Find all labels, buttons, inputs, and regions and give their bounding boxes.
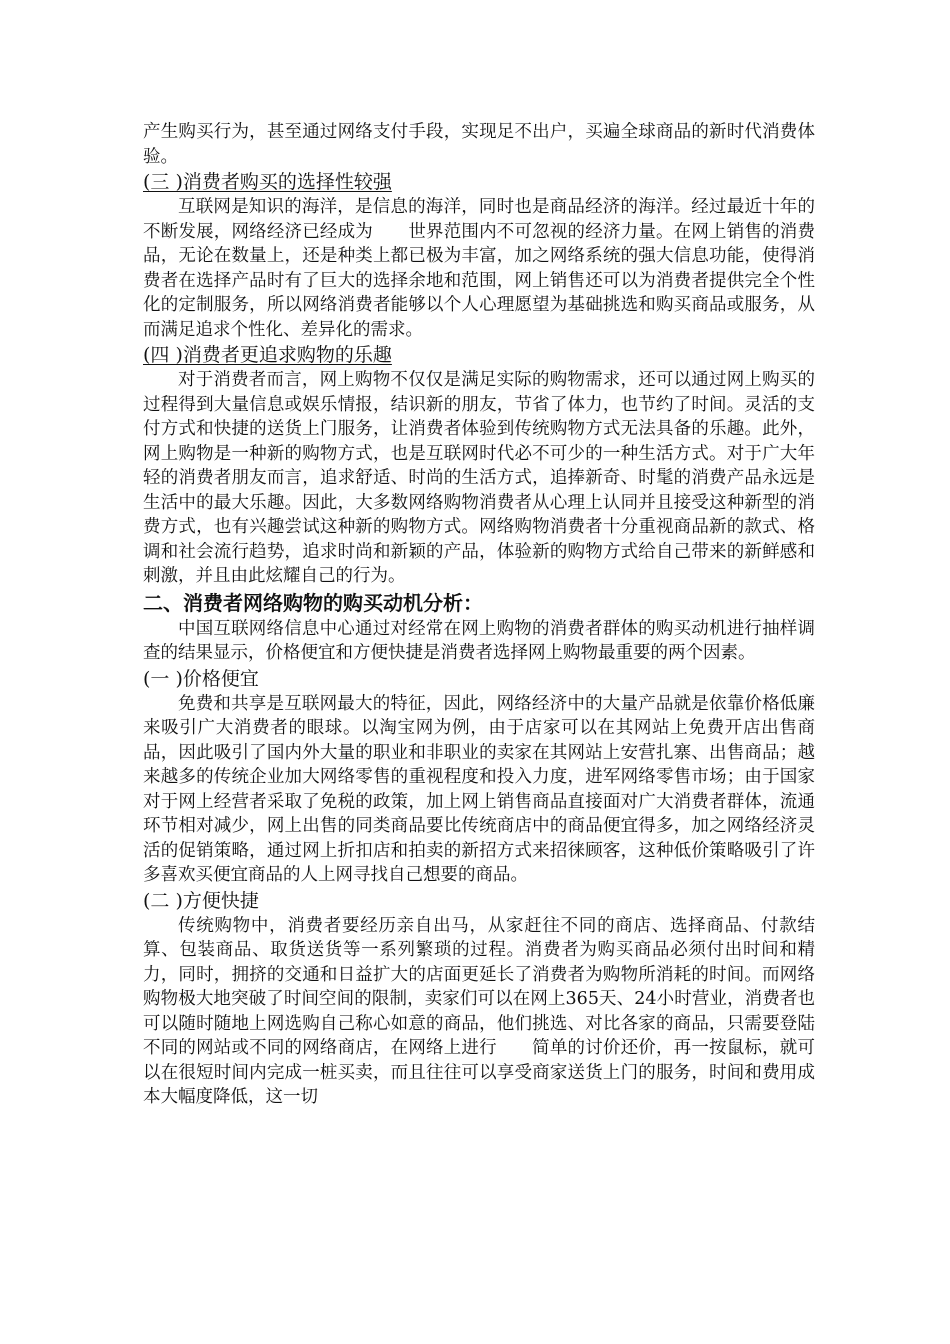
section-heading-motivation: 二、消费者网络购物的购买动机分析： [143, 590, 483, 615]
paragraph-selectivity: 互联网是知识的海洋，是信息的海洋，同时也是商品经济的海洋。经过最近十年的不断发展，网络经济已经成为 世界范围内不可忽视的经济力量。在网上销售的消费品，无论在数量上，还是种类上都已极为丰富，加之网络系统的强大信息功能，使得消费者在选择产品时有了巨大的选择余地和范围，网上销售还可以为消费者提供完全个性化的定制服务，所以网络消费者能够以个人心理愿望为基础挑选和购买商品或服务，从而满足追求个性化、差异化的需求。 [143, 197, 815, 340]
paragraph-motivation-survey: 中国互联网络信息中心通过对经常在网上购物的消费者群体的购买动机进行抽样调查的结果显示，价格便宜和方便快捷是消费者选择网上购物最重要的两个因素。 [143, 618, 815, 663]
paragraph-shopping-fun: 对于消费者而言，网上购物不仅仅是满足实际的购物需求，还可以通过网上购买的过程得到大量信息或娱乐情报，结识新的朋友，节省了体力，也节约了时间。灵活的支付方式和快捷的送货上门服务，让消费者体验到传统购物方式无法具备的乐趣。此外，网上购物是一种新的购物方式，也是互联网时代必不可少的一种生活方式。对于广大年轻的消费者朋友而言，追求舒适、时尚的生活方式，追捧新奇、时髦的消费产品永远是生活中的最大乐趣。因此，大多数网络购物消费者从心理上认同并且接受这种新型的消费方式，也有兴趣尝试这种新的购物方式。网络购物消费者十分重视商品新的款式、格调和社会流行趋势，追求时尚和新颖的产品，体验新的购物方式给自己带来的新鲜感和刺激，并且由此炫耀自己的行为。 [143, 370, 815, 586]
subheading-selectivity: (三 )消费者购买的选择性较强 [143, 171, 392, 193]
document-page [143, 120, 815, 1110]
subheading-convenience: (二 )方便快捷 [143, 889, 259, 912]
paragraph-convenience: 传统购物中，消费者要经历亲自出马，从家赶往不同的商店、选择商品、付款结算、包装商品、取货送货等一系列繁琐的过程。消费者为购买商品必须付出时间和精力，同时，拥挤的交通和日益扩大的店面更延长了消费者为购物所消耗的时间。而网络购物极大地突破了时间空间的限制，卖家们可以在网上365天、24小时营业，消费者也可以随时随地上网选购自己称心如意的商品，他们挑选、对比各家的商品，只需要登陆不同的网站或不同的网络商店，在网络上进行 简单的讨价还价，再一按鼠标，就可以在很短时间内完成一桩买卖，而且往往可以享受商家送货上门的服务，时间和费用成本大幅度降低，这一切 [143, 915, 815, 1107]
paragraph-low-price: 免费和共享是互联网最大的特征，因此，网络经济中的大量产品就是依靠价格低廉来吸引广大消费者的眼球。以淘宝网为例，由于店家可以在其网站上免费开店出售商品，因此吸引了国内外大量的职业和非职业的卖家在其网站上安营扎寨、出售商品；越来越多的传统企业加大网络零售的重视程度和投入力度，进军网络零售市场；由于国家对于网上经营者采取了免税的政策，加上网上销售商品直接面对广大消费者群体，流通环节相对减少，网上出售的同类商品要比传统商店中的商品便宜得多，加之网络经济灵活的促销策略，通过网上折扣店和拍卖的新招方式来招徕顾客，这种低价策略吸引了许多喜欢买便宜商品的人上网寻找自己想要的商品。 [143, 693, 815, 885]
paragraph-intro-continuation: 产生购买行为，甚至通过网络支付手段，实现足不出户，买遍全球商品的新时代消费体验。 [143, 122, 815, 167]
subheading-low-price: (一 )价格便宜 [143, 667, 259, 690]
subheading-shopping-fun: (四 )消费者更追求购物的乐趣 [143, 344, 392, 366]
